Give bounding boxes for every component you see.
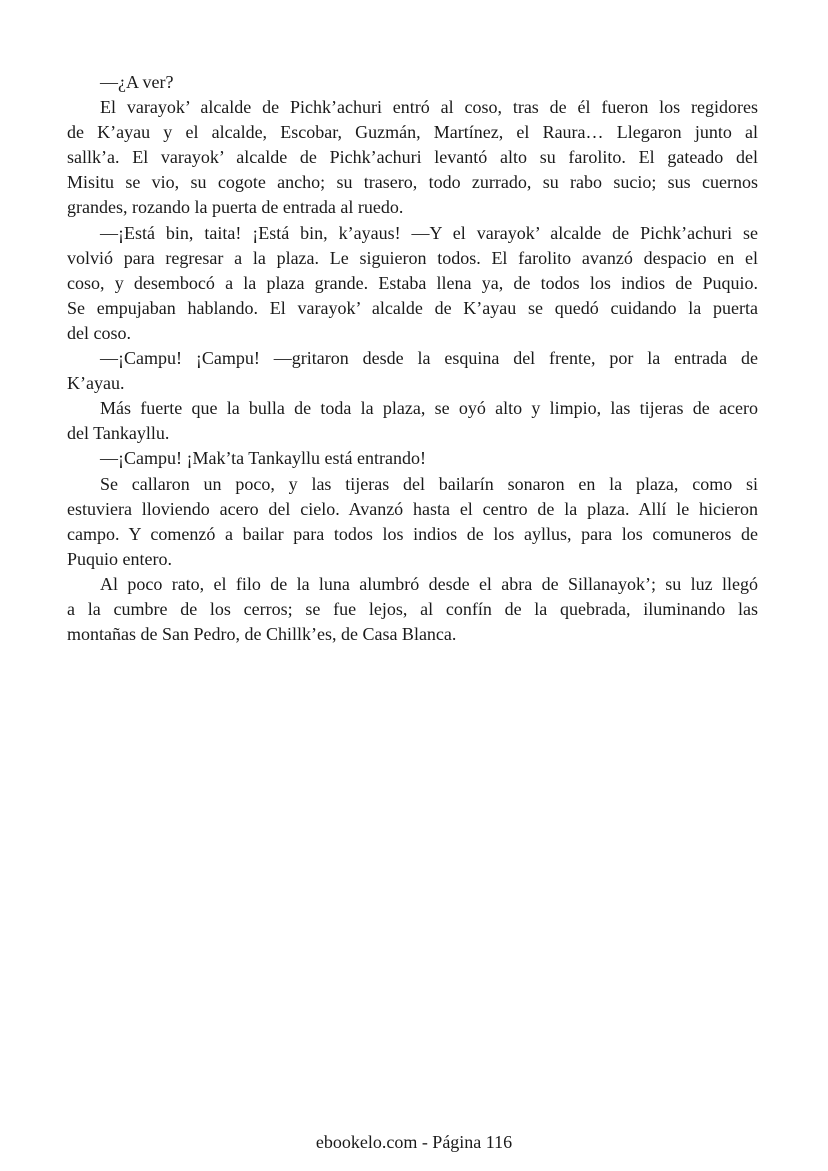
text-line: Se empujaban hablando. El varayok’ alcalde de K’ayau se quedó cuidando la puerta [67,297,758,318]
text-line: de K’ayau y el alcalde, Escobar, Guzmán, Martínez, el Raura… Llegaron junto al [67,122,758,143]
text-line: Misitu se vio, su cogote ancho; su trasero, todo zurrado, su rabo sucio; sus cuernos [67,172,758,193]
text-line: a la cumbre de los cerros; se fue lejos, al confín de la quebrada, iluminando las [67,598,758,619]
text-line: coso, y desembocó a la plaza grande. Estaba llena ya, de todos los indios de Puquio. [67,272,758,293]
page-body [67,70,758,647]
text-line: volvió para regresar a la plaza. Le siguieron todos. El farolito avanzó despacio en el [67,247,758,268]
text-line: El varayok’ alcalde de Pichk’achuri entró al coso, tras de él fueron los regidores [100,97,758,118]
text-line: —¡Está bin, taita! ¡Está bin, k’ayaus! —Y el varayok’ alcalde de Pichk’achuri se [100,222,758,243]
text-line: campo. Y comenzó a bailar para todos los indios de los ayllus, para los comuneros de [67,523,758,544]
text-line: Al poco rato, el filo de la luna alumbró desde el abra de Sillanayok’; su luz llegó [100,573,758,594]
paragraph [67,70,758,95]
paragraph [67,572,758,647]
text-line: —¡Campu! ¡Campu! —gritaron desde la esquina del frente, por la entrada de [100,348,758,369]
text-line: del coso. [67,322,131,343]
text-line: —¿A ver? [100,72,174,92]
text-line: estuviera lloviendo acero del cielo. Avanzó hasta el centro de la plaza. Allí le hicieron [67,498,758,519]
text-line: Se callaron un poco, y las tijeras del bailarín sonaron en la plaza, como si [100,473,758,494]
text-line: grandes, rozando la puerta de entrada al ruedo. [67,197,404,218]
text-line: Puquio entero. [67,548,172,569]
text-line: —¡Campu! ¡Mak’ta Tankayllu está entrando! [100,448,426,469]
paragraph [67,346,758,396]
text-line: Más fuerte que la bulla de toda la plaza, se oyó alto y limpio, las tijeras de acero [100,398,758,419]
page-footer: ebookelo.com - Página 116 [315,1132,513,1152]
paragraph [67,396,758,446]
text-line: del Tankayllu. [67,423,170,444]
text-line: montañas de San Pedro, de Chillk’es, de Casa Blanca. [67,624,457,645]
paragraph [67,472,758,572]
text-line: sallk’a. El varayok’ alcalde de Pichk’achuri levantó alto su farolito. El gateado del [67,147,758,168]
paragraph [67,95,758,220]
paragraph [67,221,758,346]
paragraph [67,446,758,471]
text-line: K’ayau. [67,373,125,394]
